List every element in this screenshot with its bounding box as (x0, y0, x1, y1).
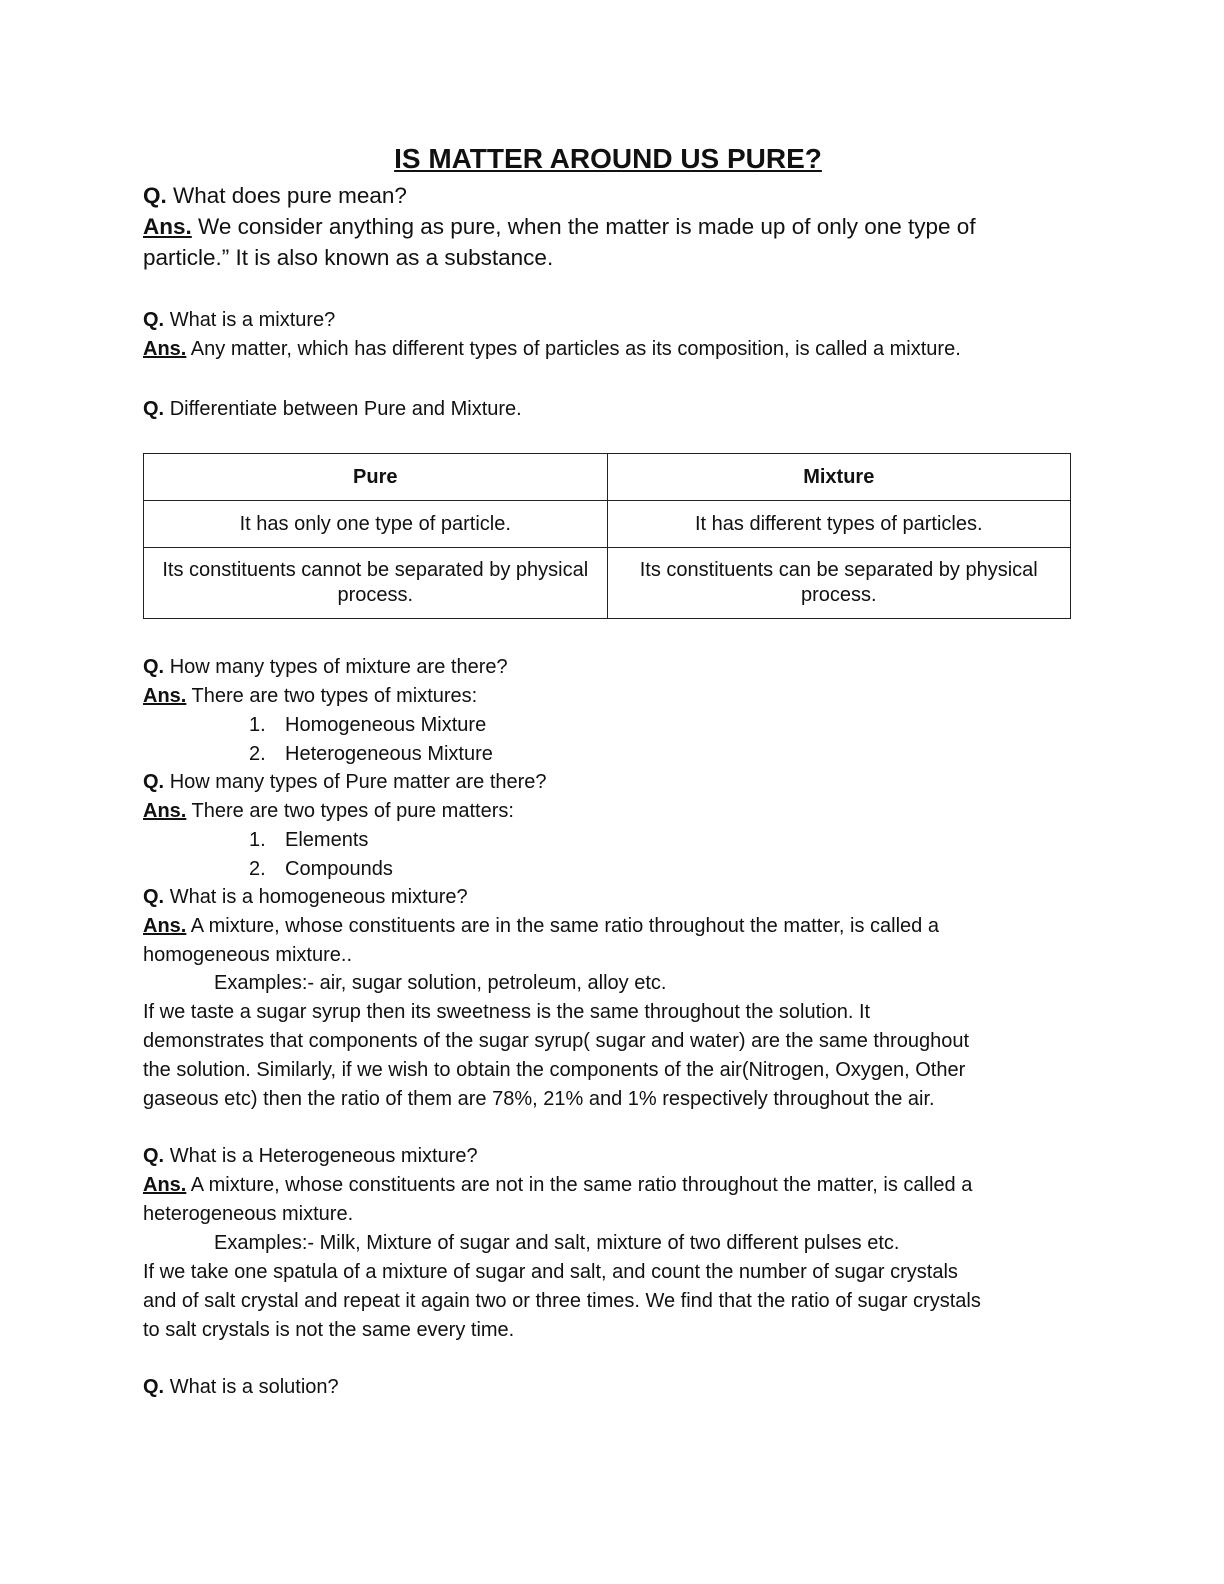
answer-label: Ans. (143, 1174, 187, 1196)
question-label: Q. (143, 309, 165, 331)
question-3 (143, 395, 522, 424)
examples-homogeneous: Examples:- air, sugar solution, petroleum, alloy etc. (214, 972, 667, 994)
answer-4 (143, 682, 477, 711)
examples-heterogeneous: Examples:- Milk, Mixture of sugar and salt, mixture of two different pulses etc. (214, 1232, 900, 1254)
list-text: Compounds (285, 858, 393, 880)
list-item (249, 855, 393, 884)
list-item (249, 826, 368, 855)
question-text: What is a Heterogeneous mixture? (169, 1145, 478, 1167)
table-cell: It has different types of particles. (607, 501, 1071, 548)
answer-label: Ans. (143, 800, 187, 822)
answer-text: There are two types of mixtures: (191, 685, 478, 707)
list-number: 2. (249, 858, 266, 880)
answer-7 (143, 1171, 972, 1200)
question-label: Q. (143, 1145, 165, 1167)
question-8 (143, 1373, 339, 1402)
question-text: How many types of mixture are there? (169, 656, 508, 678)
list-text: Elements (285, 829, 369, 851)
question-text: What is a solution? (169, 1376, 339, 1398)
question-label: Q. (143, 656, 165, 678)
table-cell: Its constituents can be separated by physical process. (607, 548, 1071, 619)
list-number: 2. (249, 743, 266, 765)
list-item (249, 740, 493, 769)
paragraph-line: to salt crystals is not the same every time. (143, 1319, 515, 1341)
page-title: IS MATTER AROUND US PURE? (394, 143, 822, 174)
question-7 (143, 1142, 478, 1171)
answer-6-line-2: homogeneous mixture.. (143, 944, 353, 966)
question-6 (143, 883, 468, 912)
question-text: Differentiate between Pure and Mixture. (169, 398, 522, 420)
answer-label: Ans. (143, 214, 192, 239)
table-row (144, 548, 1071, 619)
question-label: Q. (143, 1376, 165, 1398)
paragraph-line: If we taste a sugar syrup then its sweetness is the same throughout the solution. It (143, 1001, 871, 1023)
question-label: Q. (143, 771, 165, 793)
answer-text: We consider anything as pure, when the matter is made up of only one type of (198, 214, 976, 239)
table-row (144, 501, 1071, 548)
question-text: What is a homogeneous mixture? (169, 886, 468, 908)
list-item (249, 711, 486, 740)
paragraph-line: demonstrates that components of the sugar syrup( sugar and water) are the same throughout (143, 1030, 970, 1052)
answer-label: Ans. (143, 338, 187, 360)
table-cell: It has only one type of particle. (144, 501, 608, 548)
question-2 (143, 306, 335, 335)
table-header-row (144, 454, 1071, 501)
question-5 (143, 768, 547, 797)
list-text: Heterogeneous Mixture (285, 743, 493, 765)
answer-6 (143, 912, 939, 941)
question-text: What is a mixture? (169, 309, 336, 331)
table-cell: Its constituents cannot be separated by physical process. (144, 548, 608, 619)
paragraph-line: and of salt crystal and repeat it again two or three times. We find that the ratio of sugar crystals (143, 1290, 981, 1312)
list-text: Homogeneous Mixture (285, 714, 487, 736)
question-4 (143, 653, 508, 682)
paragraph-line: gaseous etc) then the ratio of them are 78%, 21% and 1% respectively throughout the air. (143, 1088, 935, 1110)
answer-text: A mixture, whose constituents are in the same ratio throughout the matter, is called a (190, 915, 939, 937)
question-text: What does pure mean? (173, 183, 407, 208)
answer-7-line-2: heterogeneous mixture. (143, 1203, 354, 1225)
paragraph-line: the solution. Similarly, if we wish to obtain the components of the air(Nitrogen, Oxygen, Other (143, 1059, 966, 1081)
answer-5 (143, 797, 514, 826)
question-label: Q. (143, 886, 165, 908)
question-1 (143, 180, 407, 211)
answer-2 (143, 335, 961, 364)
table-header-mixture: Mixture (607, 454, 1071, 501)
list-number: 1. (249, 829, 266, 851)
answer-text: Any matter, which has different types of particles as its composition, is called a mixture. (190, 338, 961, 360)
table-header-pure: Pure (144, 454, 608, 501)
answer-label: Ans. (143, 685, 187, 707)
list-number: 1. (249, 714, 266, 736)
question-label: Q. (143, 398, 165, 420)
answer-text: There are two types of pure matters: (191, 800, 514, 822)
question-text: How many types of Pure matter are there? (169, 771, 547, 793)
paragraph-line: If we take one spatula of a mixture of sugar and salt, and count the number of sugar crystals (143, 1261, 958, 1283)
question-label: Q. (143, 183, 167, 208)
answer-1-line-2: particle.” It is also known as a substance. (143, 245, 554, 270)
comparison-table (143, 453, 1071, 619)
answer-text: A mixture, whose constituents are not in the same ratio throughout the matter, is called a (190, 1174, 973, 1196)
answer-1 (143, 211, 976, 242)
answer-label: Ans. (143, 915, 187, 937)
